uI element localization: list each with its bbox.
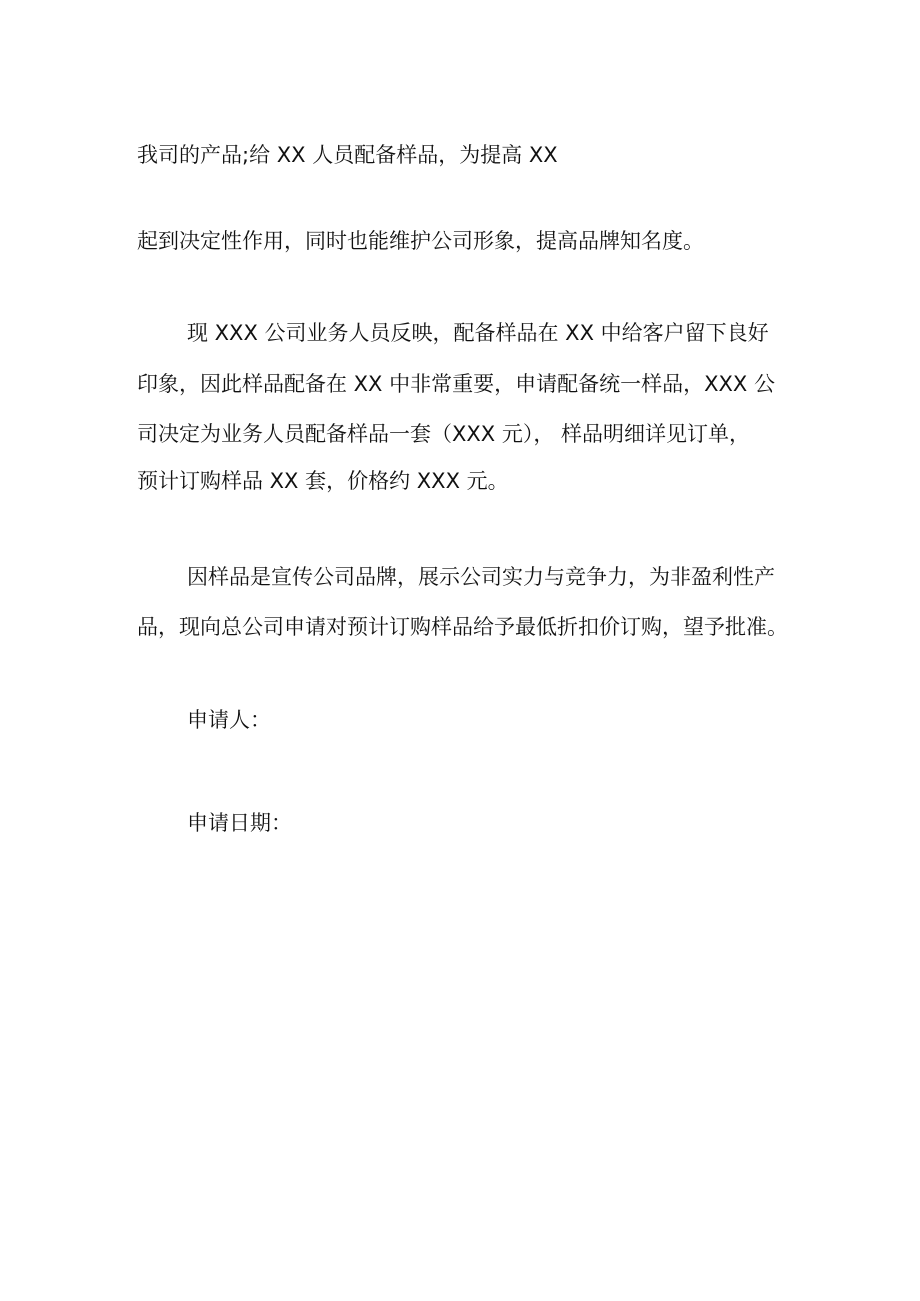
- intro-line-1: 我司的产品;给 XX 人员配备样品，为提高 XX: [137, 143, 558, 167]
- request-line-1: 现 XXX 公司业务人员反映，配备样品在 XX 中给客户留下良好: [187, 321, 769, 345]
- request-line-3: 司决定为业务人员配备样品一套（XXX 元）， 样品明细详见订单，: [137, 422, 751, 446]
- intro-line-2: 起到决定性作用，同时也能维护公司形象，提高品牌知名度。: [137, 229, 704, 253]
- application-date-label: 申请日期：: [187, 811, 292, 835]
- request-line-2: 印象，因此样品配备在 XX 中非常重要，申请配备统一样品，XXX 公: [137, 372, 775, 396]
- request-line-4: 预计订购样品 XX 套，价格约 XXX 元。: [137, 469, 509, 493]
- reason-line-2: 品，现向总公司申请对预计订购样品给予最低折扣价订购，望予批准。: [137, 615, 788, 639]
- reason-line-1: 因样品是宣传公司品牌，展示公司实力与竞争力，为非盈利性产: [187, 565, 775, 589]
- applicant-label: 申请人：: [187, 708, 271, 732]
